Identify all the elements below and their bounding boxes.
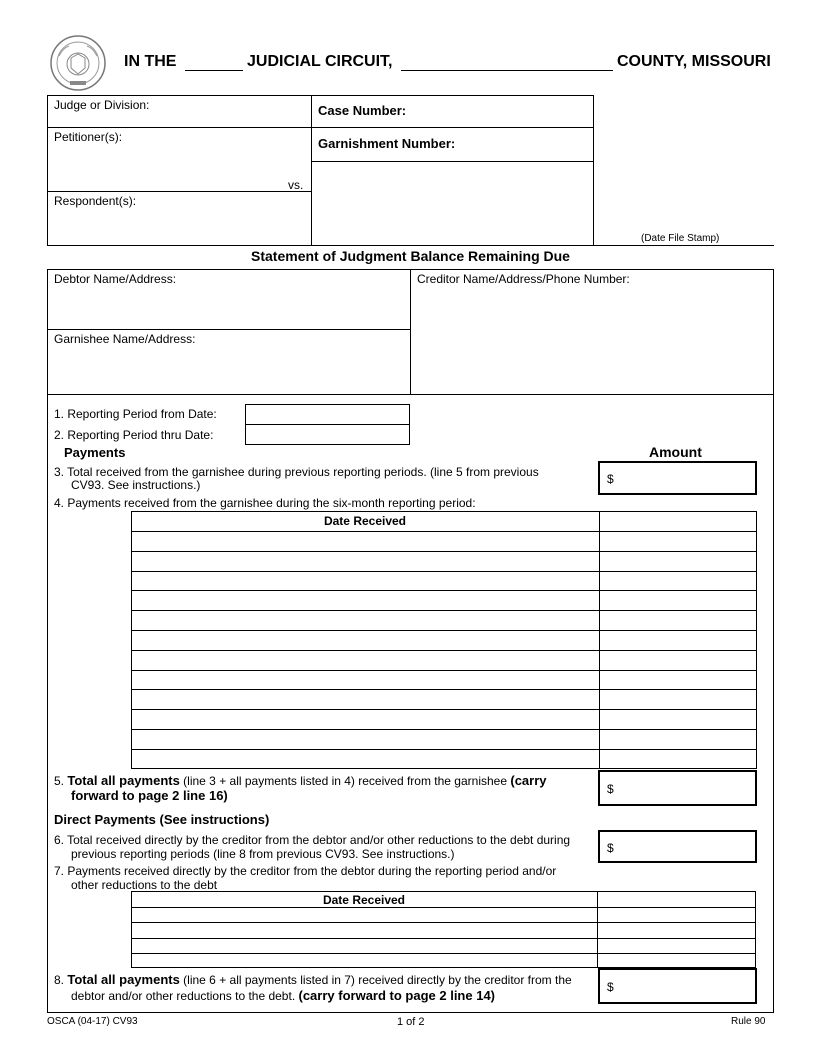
table-row[interactable] xyxy=(131,590,757,591)
line3-text-cont: CV93. See instructions.) xyxy=(71,478,201,492)
table-row[interactable] xyxy=(131,709,757,710)
form-title: Statement of Judgment Balance Remaining Due xyxy=(251,248,570,264)
table-row[interactable] xyxy=(131,551,757,552)
case-number-label: Case Number: xyxy=(318,103,407,118)
line8-text-cont xyxy=(71,988,495,1003)
line7-text-cont: other reductions to the debt xyxy=(71,878,218,892)
footer-rule: Rule 90 xyxy=(731,1016,766,1027)
missouri-seal-icon xyxy=(49,34,107,92)
line7-text: 7. Payments received directly by the creditor from the debtor during the reporting period and/or xyxy=(54,864,557,878)
line8-num: 8. xyxy=(54,973,65,987)
line3-text: 3. Total received from the garnishee during previous reporting periods. (line 5 from previous xyxy=(54,465,539,479)
line8-text xyxy=(54,972,572,987)
footer-form-id: OSCA (04-17) CV93 xyxy=(47,1016,138,1027)
line8-amount-field[interactable]: $ xyxy=(598,968,757,1004)
header-judicial-circuit: JUDICIAL CIRCUIT, xyxy=(247,53,393,70)
header-in-the: IN THE xyxy=(124,53,177,70)
line5-mid: (line 3 + all payments listed in 4) received from the garnishee xyxy=(183,774,508,788)
vs-label: vs. xyxy=(288,178,304,192)
line8-cont: debtor and/or other reductions to the debt. xyxy=(71,989,296,1003)
line5-num: 5. xyxy=(54,774,65,788)
header-county-missouri: COUNTY, MISSOURI xyxy=(617,53,771,70)
table-row[interactable] xyxy=(131,938,756,939)
judge-division-label: Judge or Division: xyxy=(54,98,150,112)
direct-payments-heading: Direct Payments (See instructions) xyxy=(54,812,270,827)
garnishment-number-label: Garnishment Number: xyxy=(318,136,456,151)
table-row[interactable] xyxy=(131,650,757,651)
payments-table-header-date: Date Received xyxy=(323,514,407,528)
reporting-from-input[interactable] xyxy=(245,404,410,425)
line8-mid: (line 6 + all payments listed in 7) received directly by the creditor from the xyxy=(183,973,572,987)
table-row[interactable] xyxy=(131,749,757,750)
footer-page: 1 of 2 xyxy=(397,1016,425,1028)
table-row[interactable] xyxy=(131,571,757,572)
creditor-label: Creditor Name/Address/Phone Number: xyxy=(417,272,630,286)
table-row[interactable] xyxy=(131,729,757,730)
date-file-stamp-label: (Date File Stamp) xyxy=(641,233,720,244)
reporting-from-label: 1. Reporting Period from Date: xyxy=(54,407,217,421)
line5-bold2: (carry xyxy=(510,773,547,788)
garnishee-label: Garnishee Name/Address: xyxy=(54,332,196,346)
table-row[interactable] xyxy=(131,953,756,954)
table-row[interactable] xyxy=(131,922,756,923)
circuit-blank[interactable] xyxy=(185,70,243,71)
table-row[interactable] xyxy=(131,630,757,631)
table-row[interactable] xyxy=(131,531,757,532)
line4-text: 4. Payments received from the garnishee during the six-month reporting period: xyxy=(54,496,476,510)
respondent-label: Respondent(s): xyxy=(54,194,137,208)
table-row[interactable] xyxy=(131,907,756,908)
amount-heading: Amount xyxy=(649,444,702,460)
table-row[interactable] xyxy=(131,670,757,671)
line5-amount-field[interactable]: $ xyxy=(598,770,757,806)
reporting-thru-input[interactable] xyxy=(245,424,410,445)
petitioner-label: Petitioner(s): xyxy=(54,130,123,144)
line8-bold: Total all payments xyxy=(67,972,180,987)
payments-table xyxy=(131,511,757,769)
county-blank[interactable] xyxy=(401,70,613,71)
reporting-thru-label: 2. Reporting Period thru Date: xyxy=(54,428,214,442)
line3-amount-field[interactable]: $ xyxy=(598,461,757,495)
line5-bold: Total all payments xyxy=(67,773,180,788)
line6-text-cont: previous reporting periods (line 8 from previous CV93. See instructions.) xyxy=(71,847,455,861)
payments-heading: Payments xyxy=(64,445,126,460)
line8-bold-cont: (carry forward to page 2 line 14) xyxy=(298,988,496,1003)
line5-text xyxy=(54,773,547,788)
line6-text: 6. Total received directly by the creditor from the debtor and/or other reductions to the debt during xyxy=(54,833,571,847)
direct-table-header-date: Date Received xyxy=(322,893,406,907)
line5-text-cont: forward to page 2 line 16) xyxy=(71,788,228,803)
table-row[interactable] xyxy=(131,689,757,690)
line6-amount-field[interactable]: $ xyxy=(598,830,757,863)
table-row[interactable] xyxy=(131,610,757,611)
debtor-label: Debtor Name/Address: xyxy=(54,272,177,286)
